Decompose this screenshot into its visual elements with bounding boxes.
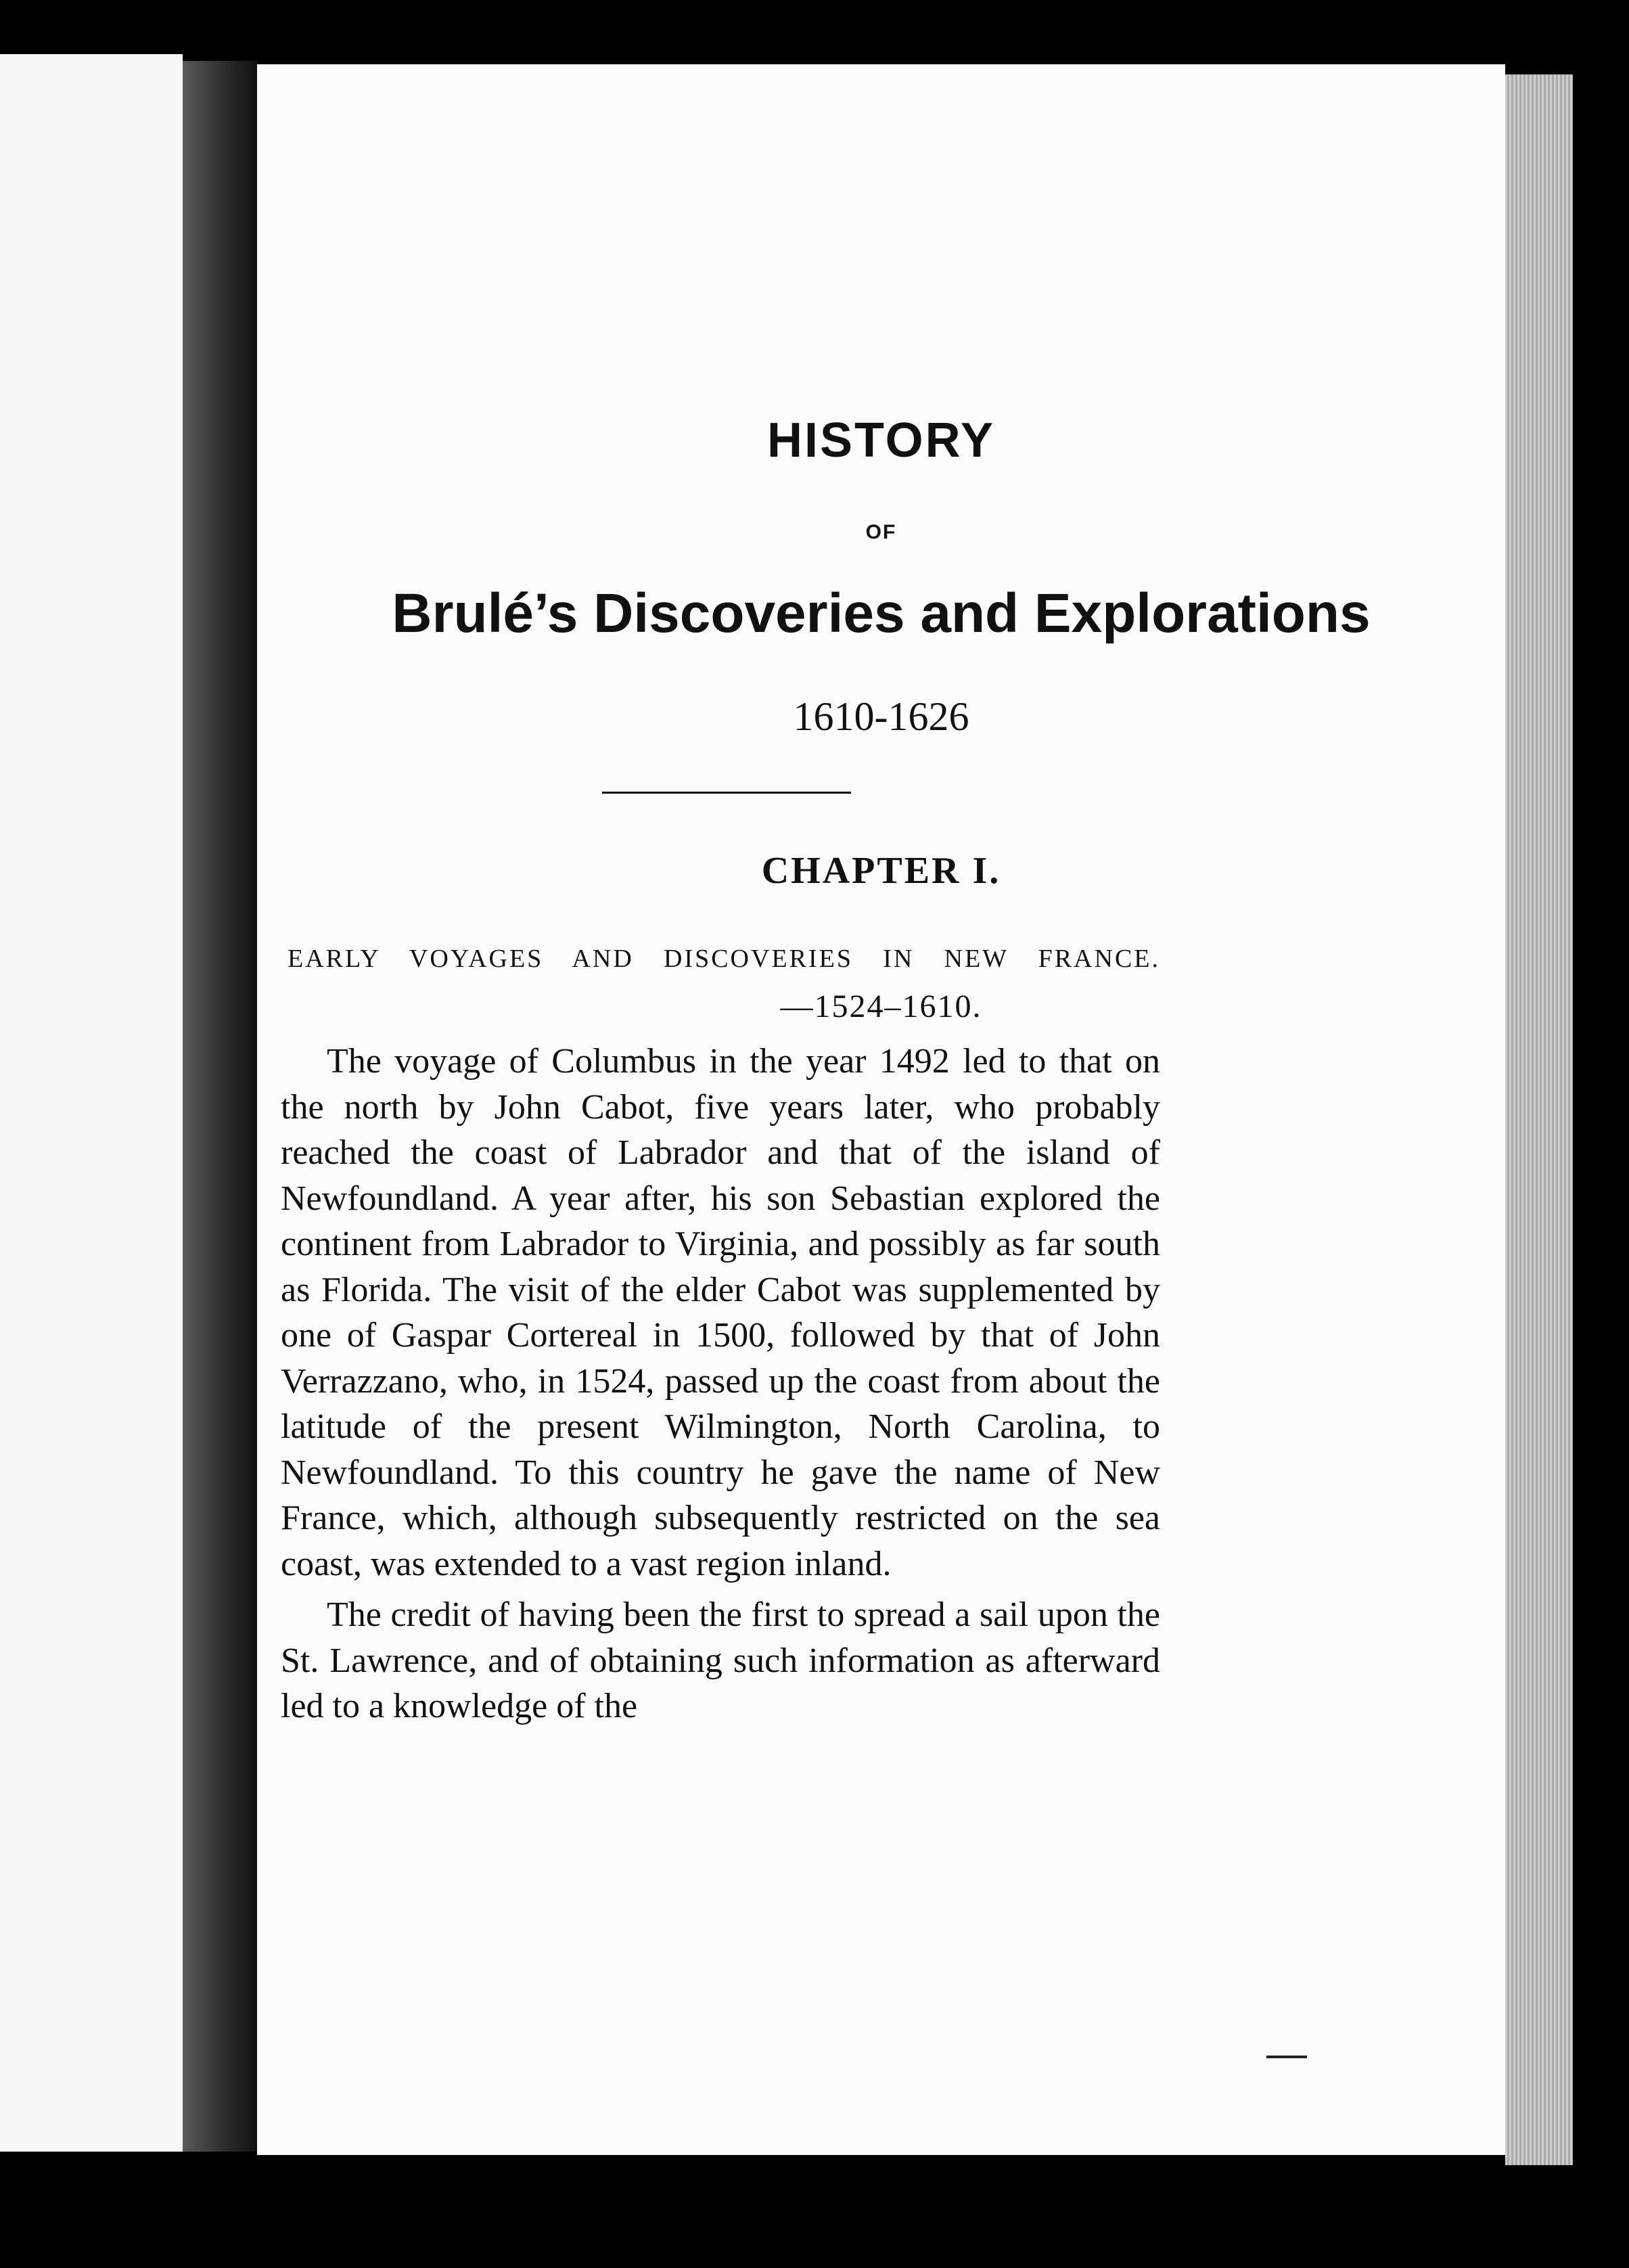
paragraph: The voyage of Columbus in the year 1492 led to that on the north by John Cabot, five years later, who probably reached the coast of Labrador and that of the island of Newfoundland. A year after, his son Sebastian explored the continent from Labrador to Virginia, and possibly as far south as Florida. The visit of the elder Cabot was supplemented by one of Gaspar Cortereal in 1500, followed by that of John Verrazzano, who, in 1524, passed up the coast from about the latitude of the present Wilmington, North Carolina, to Newfoundland. To this country he gave the name of New France, which, although subsequently restricted on the sea coast, was extended to a vast region inland.: [281, 1042, 1160, 1583]
chapter-label: CHAPTER I.: [761, 850, 1001, 892]
facing-page-edge: [0, 54, 183, 2152]
chapter-heading: EARLY VOYAGES AND DISCOVERIES IN NEW FRANCE.: [288, 945, 1160, 973]
title-years: 1610-1626: [793, 694, 969, 739]
body-text: [281, 1039, 1160, 1735]
title-of: OF: [865, 521, 897, 543]
title-divider: [602, 792, 851, 794]
chapter-dates: —1524–1610.: [780, 989, 982, 1024]
book-gutter: [183, 61, 257, 2152]
book-subtitle: Brulé’s Discoveries and Explorations: [392, 583, 1371, 644]
page-title: HISTORY: [766, 413, 996, 468]
page-edges: [1505, 74, 1573, 2165]
footer-mark: [1266, 2056, 1307, 2058]
paragraph: The credit of having been the first to spread a sail upon the St. Lawrence, and of obtaining such information as afterward led to a knowledge of the: [281, 1595, 1160, 1725]
